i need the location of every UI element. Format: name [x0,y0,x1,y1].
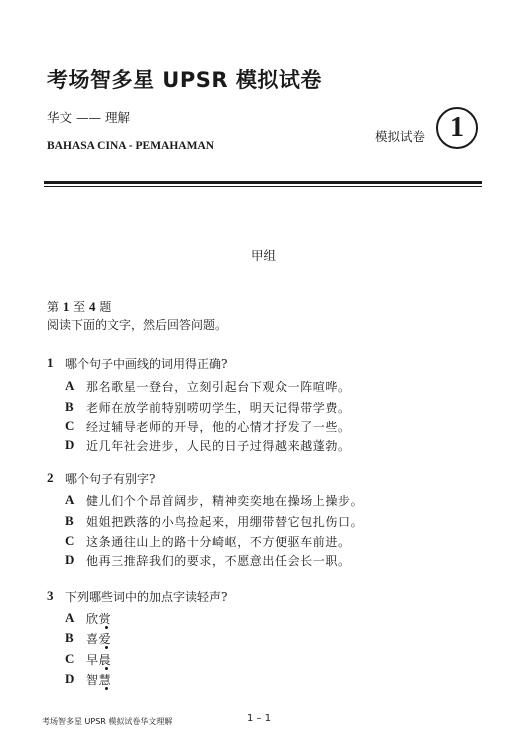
option-letter: C [65,418,75,433]
option-text: 早晨 [86,653,112,667]
option-text: 欣赏 [86,612,112,626]
question-stem: 哪个句子有别字? [65,472,156,486]
option-letter: B [65,399,74,414]
instruction-text: 阅读下面的文字，然后回答问题。 [47,318,228,332]
range-suffix: 题 [99,300,112,314]
option-text: 姐姐把跌落的小鸟捡起来，用绷带替它包扎伤口。 [86,515,364,529]
option-letter: A [65,492,75,507]
range-mid: 至 [73,300,86,314]
option-text: 他再三推辞我们的要求，不愿意出任会长一职。 [86,554,351,568]
emphasis-dot [105,646,108,649]
emphasis-dot [105,626,108,629]
option-text: 这条通往山上的路十分崎岖，不方便驱车前进。 [86,535,351,549]
malay-title: BAHASA CINA - PEMAHAMAN [47,140,215,152]
option-text: 老师在放学前特别唠叨学生，明天记得带学费。 [86,401,351,415]
page-number: 1 – 1 [247,713,272,724]
header-divider-thick [44,181,482,184]
option-letter: B [65,513,74,528]
option-letter: B [65,630,74,645]
question-stem: 哪个句子中画线的词用得正确? [65,357,228,371]
option-letter: C [65,533,75,548]
option-text: 经过辅导老师的开导，他的心情才抒发了一些。 [86,420,351,434]
set-label: 模拟试卷 [375,129,426,144]
paper-subtitle: 华文 —— 理解 [47,110,130,125]
emphasis-dot [105,687,108,690]
question-number: 2 [47,470,54,485]
range-start: 1 [62,299,70,314]
question-stem: 下列哪些词中的加点字读轻声? [65,590,228,604]
paper-title: 考场智多星 UPSR 模拟试卷 [47,68,322,92]
emphasis-dot [105,667,108,670]
set-number-badge: 1 [436,107,478,149]
option-letter: D [65,552,75,567]
option-letter: D [65,437,75,452]
option-text: 智慧 [86,673,112,687]
question-range [47,298,111,315]
option-text: 喜爱 [86,632,112,646]
question-number: 1 [47,355,54,370]
option-letter: D [65,671,75,686]
question-number: 3 [47,588,54,603]
option-text: 近几年社会进步，人民的日子过得越来越蓬勃。 [86,439,351,453]
range-prefix: 第 [47,300,60,314]
option-letter: A [65,610,75,625]
footer-book-title: 考场智多星 UPSR 模拟试卷华文理解 [42,717,173,726]
section-heading: 甲组 [250,248,276,263]
option-text: 健儿们个个昂首阔步，精神奕奕地在操场上操步。 [86,494,364,508]
header-divider-thin [44,186,482,187]
range-end: 4 [89,299,96,314]
option-letter: C [65,651,75,666]
option-letter: A [65,378,75,393]
option-text: 那名歌星一登台，立刻引起台下观众一阵喧哗。 [86,380,351,394]
